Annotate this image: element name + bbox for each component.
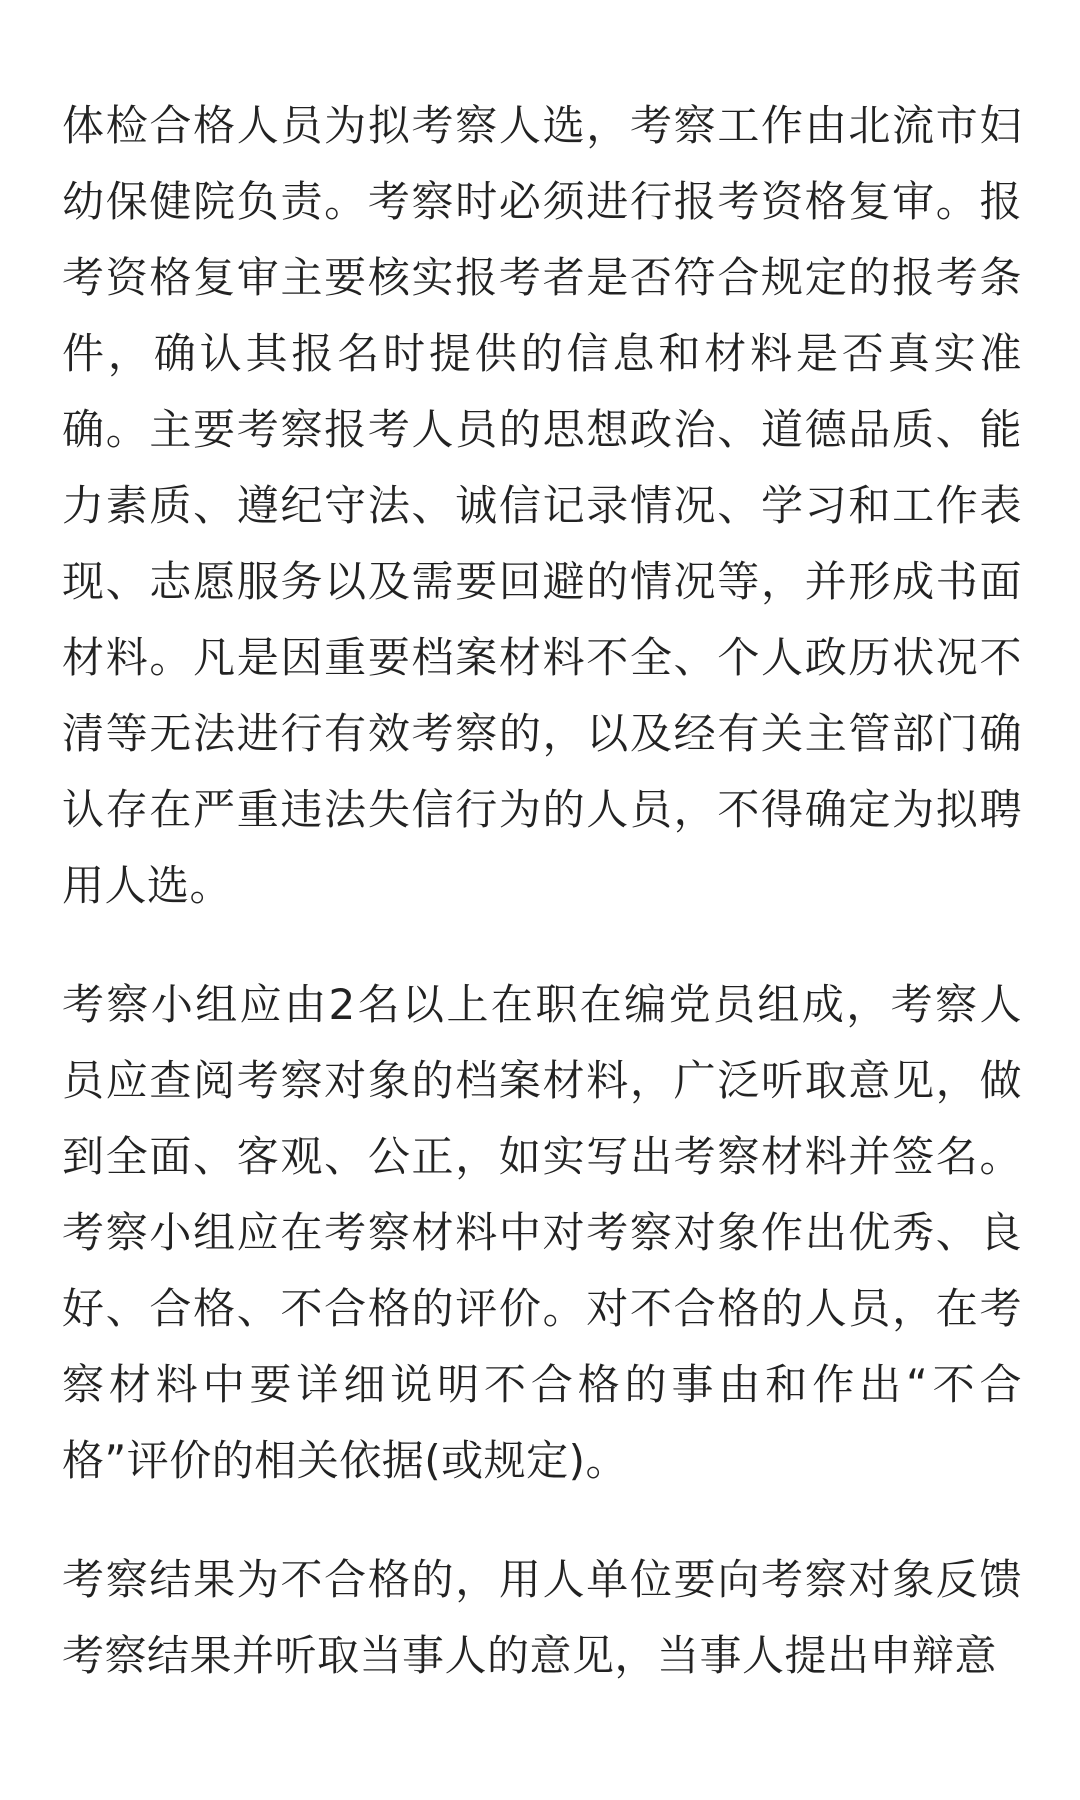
paragraph-inspection-result: 考察结果为不合格的，用人单位要向考察对象反馈考察结果并听取当事人的意见，当事人提出申辩意 xyxy=(62,1555,1022,1680)
paragraph-qualification-review: 体检合格人员为拟考察人选，考察工作由北流市妇幼保健院负责。考察时必须进行报考资格复审。报考资格复审主要核实报考者是否符合规定的报考条件，确认其报名时提供的信息和材料是否真实准确。主要考察报考人员的思想政治、道德品质、能力素质、遵纪守法、诚信记录情况、学习和工作表现、志愿服务以及需要回避的情况等，并形成书面材料。凡是因重要档案材料不全、个人政历状况不清等无法进行有效考察的，以及经有关主管部门确认存在严重违法失信行为的人员，不得确定为拟聘用人选。 xyxy=(62,101,1022,910)
paragraph-inspection-team: 考察小组应由2名以上在职在编党员组成，考察人员应查阅考察对象的档案材料，广泛听取意见，做到全面、客观、公正，如实写出考察材料并签名。考察小组应在考察材料中对考察对象作出优秀、良好、合格、不合格的评价。对不合格的人员，在考察材料中要详细说明不合格的事由和作出“不合格”评价的相关依据(或规定)。 xyxy=(62,980,1022,1485)
article-body xyxy=(62,88,1022,1694)
